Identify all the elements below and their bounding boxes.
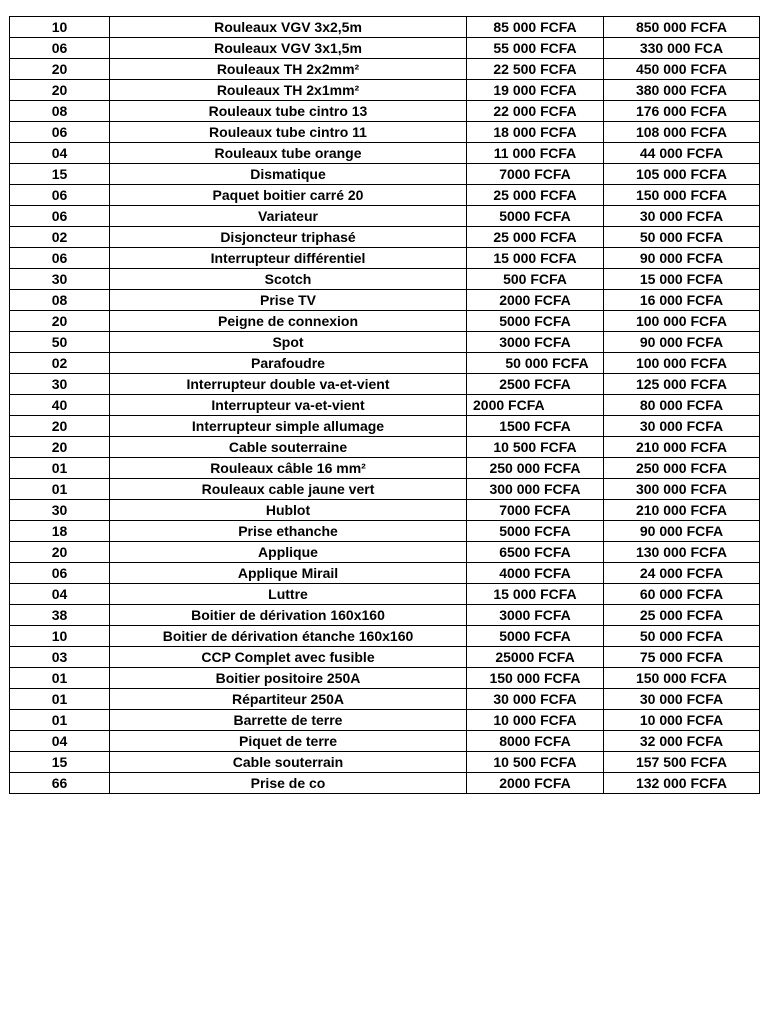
unit-price-cell: 150 000 FCFA xyxy=(467,668,604,689)
total-price-cell: 32 000 FCFA xyxy=(604,731,760,752)
designation-cell: Boitier de dérivation 160x160 xyxy=(110,605,467,626)
quantity-cell: 03 xyxy=(10,647,110,668)
total-price-cell: 10 000 FCFA xyxy=(604,710,760,731)
table-row xyxy=(10,647,760,668)
unit-price-cell: 10 000 FCFA xyxy=(467,710,604,731)
quantity-cell: 01 xyxy=(10,710,110,731)
table-row xyxy=(10,458,760,479)
quantity-cell: 18 xyxy=(10,521,110,542)
total-price-cell: 108 000 FCFA xyxy=(604,122,760,143)
table-row xyxy=(10,227,760,248)
quantity-cell: 06 xyxy=(10,185,110,206)
designation-cell: Prise TV xyxy=(110,290,467,311)
designation-cell: Parafoudre xyxy=(110,353,467,374)
total-price-cell: 50 000 FCFA xyxy=(604,227,760,248)
designation-cell: Disjoncteur triphasé xyxy=(110,227,467,248)
total-price-cell: 330 000 FCA xyxy=(604,38,760,59)
unit-price-cell: 2000 FCFA xyxy=(467,773,604,794)
total-price-cell: 150 000 FCFA xyxy=(604,668,760,689)
quantity-cell: 30 xyxy=(10,374,110,395)
designation-cell: Luttre xyxy=(110,584,467,605)
table-row xyxy=(10,332,760,353)
designation-cell: Prise de co xyxy=(110,773,467,794)
total-price-cell: 850 000 FCFA xyxy=(604,17,760,38)
designation-cell: Paquet boitier carré 20 xyxy=(110,185,467,206)
unit-price-cell: 19 000 FCFA xyxy=(467,80,604,101)
table-body xyxy=(10,17,760,794)
table-row xyxy=(10,752,760,773)
total-price-cell: 157 500 FCFA xyxy=(604,752,760,773)
table-row xyxy=(10,479,760,500)
unit-price-cell: 5000 FCFA xyxy=(467,311,604,332)
quantity-cell: 08 xyxy=(10,101,110,122)
designation-cell: Rouleaux TH 2x1mm² xyxy=(110,80,467,101)
quantity-cell: 08 xyxy=(10,290,110,311)
total-price-cell: 15 000 FCFA xyxy=(604,269,760,290)
total-price-cell: 24 000 FCFA xyxy=(604,563,760,584)
unit-price-cell: 2500 FCFA xyxy=(467,374,604,395)
unit-price-cell: 5000 FCFA xyxy=(467,626,604,647)
unit-price-cell: 3000 FCFA xyxy=(467,605,604,626)
total-price-cell: 25 000 FCFA xyxy=(604,605,760,626)
quantity-cell: 10 xyxy=(10,17,110,38)
quantity-cell: 04 xyxy=(10,143,110,164)
unit-price-cell: 22 000 FCFA xyxy=(467,101,604,122)
unit-price-cell: 18 000 FCFA xyxy=(467,122,604,143)
quantity-cell: 15 xyxy=(10,752,110,773)
table-row xyxy=(10,143,760,164)
table-row xyxy=(10,689,760,710)
designation-cell: Applique Mirail xyxy=(110,563,467,584)
table-row xyxy=(10,248,760,269)
unit-price-cell: 2000 FCFA xyxy=(467,290,604,311)
table-row xyxy=(10,206,760,227)
designation-cell: Interrupteur simple allumage xyxy=(110,416,467,437)
quantity-cell: 04 xyxy=(10,731,110,752)
price-table xyxy=(9,16,760,794)
designation-cell: Interrupteur double va-et-vient xyxy=(110,374,467,395)
unit-price-cell: 7000 FCFA xyxy=(467,500,604,521)
designation-cell: Prise ethanche xyxy=(110,521,467,542)
unit-price-cell: 1500 FCFA xyxy=(467,416,604,437)
total-price-cell: 300 000 FCFA xyxy=(604,479,760,500)
total-price-cell: 80 000 FCFA xyxy=(604,395,760,416)
unit-price-cell: 22 500 FCFA xyxy=(467,59,604,80)
quantity-cell: 20 xyxy=(10,59,110,80)
unit-price-cell: 15 000 FCFA xyxy=(467,584,604,605)
total-price-cell: 130 000 FCFA xyxy=(604,542,760,563)
total-price-cell: 150 000 FCFA xyxy=(604,185,760,206)
total-price-cell: 380 000 FCFA xyxy=(604,80,760,101)
designation-cell: Rouleaux tube orange xyxy=(110,143,467,164)
quantity-cell: 66 xyxy=(10,773,110,794)
quantity-cell: 06 xyxy=(10,563,110,584)
designation-cell: Rouleaux VGV 3x1,5m xyxy=(110,38,467,59)
unit-price-cell: 85 000 FCFA xyxy=(467,17,604,38)
table-row xyxy=(10,17,760,38)
designation-cell: Variateur xyxy=(110,206,467,227)
quantity-cell: 30 xyxy=(10,269,110,290)
table-row xyxy=(10,416,760,437)
unit-price-cell: 2000 FCFA xyxy=(467,395,604,416)
table-row xyxy=(10,38,760,59)
designation-cell: Boitier de dérivation étanche 160x160 xyxy=(110,626,467,647)
designation-cell: CCP Complet avec fusible xyxy=(110,647,467,668)
unit-price-cell: 5000 FCFA xyxy=(467,521,604,542)
table-row xyxy=(10,164,760,185)
table-row xyxy=(10,626,760,647)
total-price-cell: 30 000 FCFA xyxy=(604,416,760,437)
designation-cell: Rouleaux câble 16 mm² xyxy=(110,458,467,479)
unit-price-cell: 300 000 FCFA xyxy=(467,479,604,500)
unit-price-cell: 10 500 FCFA xyxy=(467,752,604,773)
total-price-cell: 60 000 FCFA xyxy=(604,584,760,605)
quantity-cell: 20 xyxy=(10,542,110,563)
quantity-cell: 01 xyxy=(10,689,110,710)
unit-price-cell: 50 000 FCFA xyxy=(467,353,604,374)
unit-price-cell: 4000 FCFA xyxy=(467,563,604,584)
designation-cell: Interrupteur différentiel xyxy=(110,248,467,269)
table-row xyxy=(10,101,760,122)
total-price-cell: 210 000 FCFA xyxy=(604,437,760,458)
designation-cell: Rouleaux VGV 3x2,5m xyxy=(110,17,467,38)
designation-cell: Cable souterraine xyxy=(110,437,467,458)
designation-cell: Interrupteur va-et-vient xyxy=(110,395,467,416)
total-price-cell: 90 000 FCFA xyxy=(604,248,760,269)
designation-cell: Applique xyxy=(110,542,467,563)
table-row xyxy=(10,290,760,311)
table-row xyxy=(10,542,760,563)
unit-price-cell: 10 500 FCFA xyxy=(467,437,604,458)
designation-cell: Barrette de terre xyxy=(110,710,467,731)
quantity-cell: 10 xyxy=(10,626,110,647)
table-row xyxy=(10,437,760,458)
quantity-cell: 01 xyxy=(10,458,110,479)
table-row xyxy=(10,731,760,752)
quantity-cell: 15 xyxy=(10,164,110,185)
quantity-cell: 02 xyxy=(10,227,110,248)
table-row xyxy=(10,710,760,731)
table-row xyxy=(10,563,760,584)
unit-price-cell: 25 000 FCFA xyxy=(467,185,604,206)
designation-cell: Rouleaux tube cintro 13 xyxy=(110,101,467,122)
quantity-cell: 20 xyxy=(10,416,110,437)
table-row xyxy=(10,374,760,395)
total-price-cell: 100 000 FCFA xyxy=(604,311,760,332)
quantity-cell: 20 xyxy=(10,311,110,332)
table-row xyxy=(10,353,760,374)
designation-cell: Peigne de connexion xyxy=(110,311,467,332)
unit-price-cell: 25 000 FCFA xyxy=(467,227,604,248)
table-row xyxy=(10,773,760,794)
unit-price-cell: 6500 FCFA xyxy=(467,542,604,563)
designation-cell: Scotch xyxy=(110,269,467,290)
total-price-cell: 100 000 FCFA xyxy=(604,353,760,374)
designation-cell: Rouleaux tube cintro 11 xyxy=(110,122,467,143)
table-row xyxy=(10,269,760,290)
table-row xyxy=(10,59,760,80)
table-row xyxy=(10,122,760,143)
quantity-cell: 20 xyxy=(10,80,110,101)
unit-price-cell: 30 000 FCFA xyxy=(467,689,604,710)
table-row xyxy=(10,668,760,689)
quantity-cell: 06 xyxy=(10,206,110,227)
table-row xyxy=(10,395,760,416)
table-row xyxy=(10,521,760,542)
total-price-cell: 30 000 FCFA xyxy=(604,206,760,227)
table-row xyxy=(10,80,760,101)
total-price-cell: 210 000 FCFA xyxy=(604,500,760,521)
quantity-cell: 01 xyxy=(10,668,110,689)
unit-price-cell: 5000 FCFA xyxy=(467,206,604,227)
quantity-cell: 04 xyxy=(10,584,110,605)
quantity-cell: 06 xyxy=(10,248,110,269)
quantity-cell: 30 xyxy=(10,500,110,521)
unit-price-cell: 11 000 FCFA xyxy=(467,143,604,164)
total-price-cell: 90 000 FCFA xyxy=(604,521,760,542)
unit-price-cell: 25000 FCFA xyxy=(467,647,604,668)
quantity-cell: 06 xyxy=(10,122,110,143)
quantity-cell: 06 xyxy=(10,38,110,59)
unit-price-cell: 3000 FCFA xyxy=(467,332,604,353)
quantity-cell: 20 xyxy=(10,437,110,458)
quantity-cell: 50 xyxy=(10,332,110,353)
total-price-cell: 125 000 FCFA xyxy=(604,374,760,395)
designation-cell: Répartiteur 250A xyxy=(110,689,467,710)
total-price-cell: 250 000 FCFA xyxy=(604,458,760,479)
total-price-cell: 16 000 FCFA xyxy=(604,290,760,311)
designation-cell: Piquet de terre xyxy=(110,731,467,752)
unit-price-cell: 8000 FCFA xyxy=(467,731,604,752)
unit-price-cell: 55 000 FCFA xyxy=(467,38,604,59)
table-row xyxy=(10,584,760,605)
total-price-cell: 50 000 FCFA xyxy=(604,626,760,647)
unit-price-cell: 250 000 FCFA xyxy=(467,458,604,479)
unit-price-cell: 7000 FCFA xyxy=(467,164,604,185)
total-price-cell: 450 000 FCFA xyxy=(604,59,760,80)
designation-cell: Boitier positoire 250A xyxy=(110,668,467,689)
total-price-cell: 75 000 FCFA xyxy=(604,647,760,668)
designation-cell: Spot xyxy=(110,332,467,353)
total-price-cell: 105 000 FCFA xyxy=(604,164,760,185)
unit-price-cell: 15 000 FCFA xyxy=(467,248,604,269)
total-price-cell: 132 000 FCFA xyxy=(604,773,760,794)
designation-cell: Rouleaux TH 2x2mm² xyxy=(110,59,467,80)
designation-cell: Hublot xyxy=(110,500,467,521)
table-row xyxy=(10,605,760,626)
total-price-cell: 30 000 FCFA xyxy=(604,689,760,710)
quantity-cell: 40 xyxy=(10,395,110,416)
table-row xyxy=(10,500,760,521)
table-row xyxy=(10,185,760,206)
designation-cell: Cable souterrain xyxy=(110,752,467,773)
total-price-cell: 44 000 FCFA xyxy=(604,143,760,164)
table-row xyxy=(10,311,760,332)
designation-cell: Dismatique xyxy=(110,164,467,185)
total-price-cell: 90 000 FCFA xyxy=(604,332,760,353)
total-price-cell: 176 000 FCFA xyxy=(604,101,760,122)
quantity-cell: 38 xyxy=(10,605,110,626)
quantity-cell: 01 xyxy=(10,479,110,500)
unit-price-cell: 500 FCFA xyxy=(467,269,604,290)
designation-cell: Rouleaux cable jaune vert xyxy=(110,479,467,500)
quantity-cell: 02 xyxy=(10,353,110,374)
